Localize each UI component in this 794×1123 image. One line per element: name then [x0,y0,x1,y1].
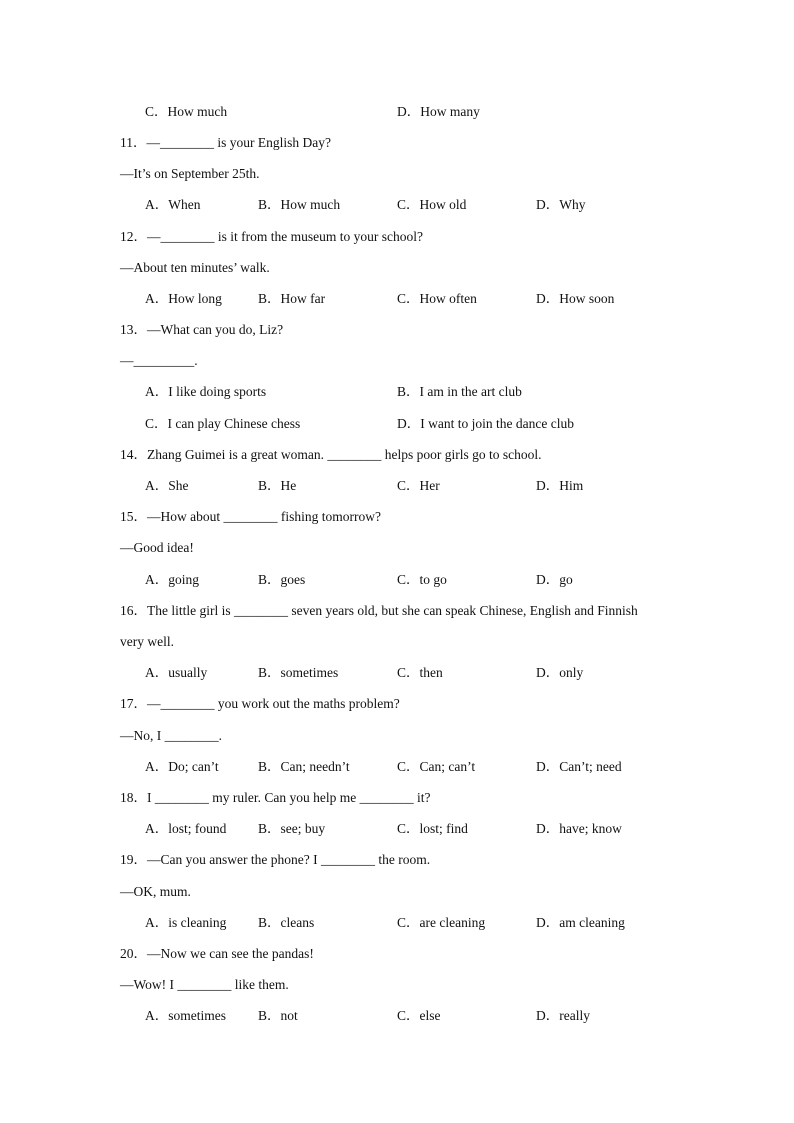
q20-option-a: A．sometimes [145,1008,226,1023]
q15-stem: 15．—How about ________ fishing tomorrow? [120,509,381,524]
q18-stem: 18．I ________ my ruler. Can you help me ________ it? [120,790,431,805]
q19-option-d: D．am cleaning [536,915,625,930]
q14-stem: 14．Zhang Guimei is a great woman. ________ helps poor girls go to school. [120,447,542,462]
q11-option-a: A．When [145,197,201,212]
q16-option-c: C．then [397,665,443,680]
q19-option-b: B．cleans [258,915,315,930]
q12-option-d: D．How soon [536,291,615,306]
q16-option-a: A．usually [145,665,208,680]
q15-option-a: A．going [145,572,199,587]
q20-option-b: B．not [258,1008,298,1023]
q12-option-b: B．How far [258,291,326,306]
q13-option-c: C．I can play Chinese chess [145,416,301,431]
q16-stem-continued: very well. [120,634,174,649]
q17-stem: 17．—________ you work out the maths problem? [120,696,400,711]
q19-stem: 19．—Can you answer the phone? I ________ the room. [120,852,431,867]
q20-option-c: C．else [397,1008,441,1023]
q17-option-a: A．Do; can’t [145,759,219,774]
q14-option-b: B．He [258,478,297,493]
q12-stem: 12．—________ is it from the museum to your school? [120,229,423,244]
q17-answer: —No, I ________. [120,728,222,743]
q13-stem: 13．—What can you do, Liz? [120,322,284,337]
q20-stem: 20．—Now we can see the pandas! [120,946,314,961]
q12-option-c: C．How often [397,291,477,306]
q11-option-b: B．How much [258,197,341,212]
q17-option-b: B．Can; needn’t [258,759,350,774]
q11-option-d: D．Why [536,197,586,212]
q18-option-d: D．have; know [536,821,622,836]
q15-option-c: C．to go [397,572,447,587]
q13-option-d: D．I want to join the dance club [397,416,574,431]
q13-option-b: B．I am in the art club [397,384,522,399]
q13-answer: —_________. [120,353,198,368]
q19-option-c: C．are cleaning [397,915,486,930]
q12-answer: —About ten minutes’ walk. [120,260,270,275]
q13-option-a: A．I like doing sports [145,384,267,399]
q16-option-b: B．sometimes [258,665,339,680]
q10-option-c: C．How much [145,104,228,119]
q11-stem: 11．—________ is your English Day? [120,135,331,150]
q10-option-d: D．How many [397,104,480,119]
q19-option-a: A．is cleaning [145,915,227,930]
q15-option-b: B．goes [258,572,306,587]
q14-option-a: A．She [145,478,189,493]
q17-option-d: D．Can’t; need [536,759,622,774]
q18-option-b: B．see; buy [258,821,326,836]
q14-option-d: D．Him [536,478,584,493]
q18-option-c: C．lost; find [397,821,468,836]
q11-answer: —It’s on September 25th. [120,166,260,181]
q16-option-d: D．only [536,665,584,680]
q17-option-c: C．Can; can’t [397,759,476,774]
q14-option-c: C．Her [397,478,440,493]
q20-option-d: D．really [536,1008,590,1023]
q11-option-c: C．How old [397,197,467,212]
q15-answer: —Good idea! [120,540,194,555]
q18-option-a: A．lost; found [145,821,227,836]
q12-option-a: A．How long [145,291,222,306]
q20-answer: —Wow! I ________ like them. [120,977,289,992]
q16-stem: 16．The little girl is ________ seven years old, but she can speak Chinese, English and Finnish [120,603,638,618]
q15-option-d: D．go [536,572,573,587]
q19-answer: —OK, mum. [120,884,191,899]
